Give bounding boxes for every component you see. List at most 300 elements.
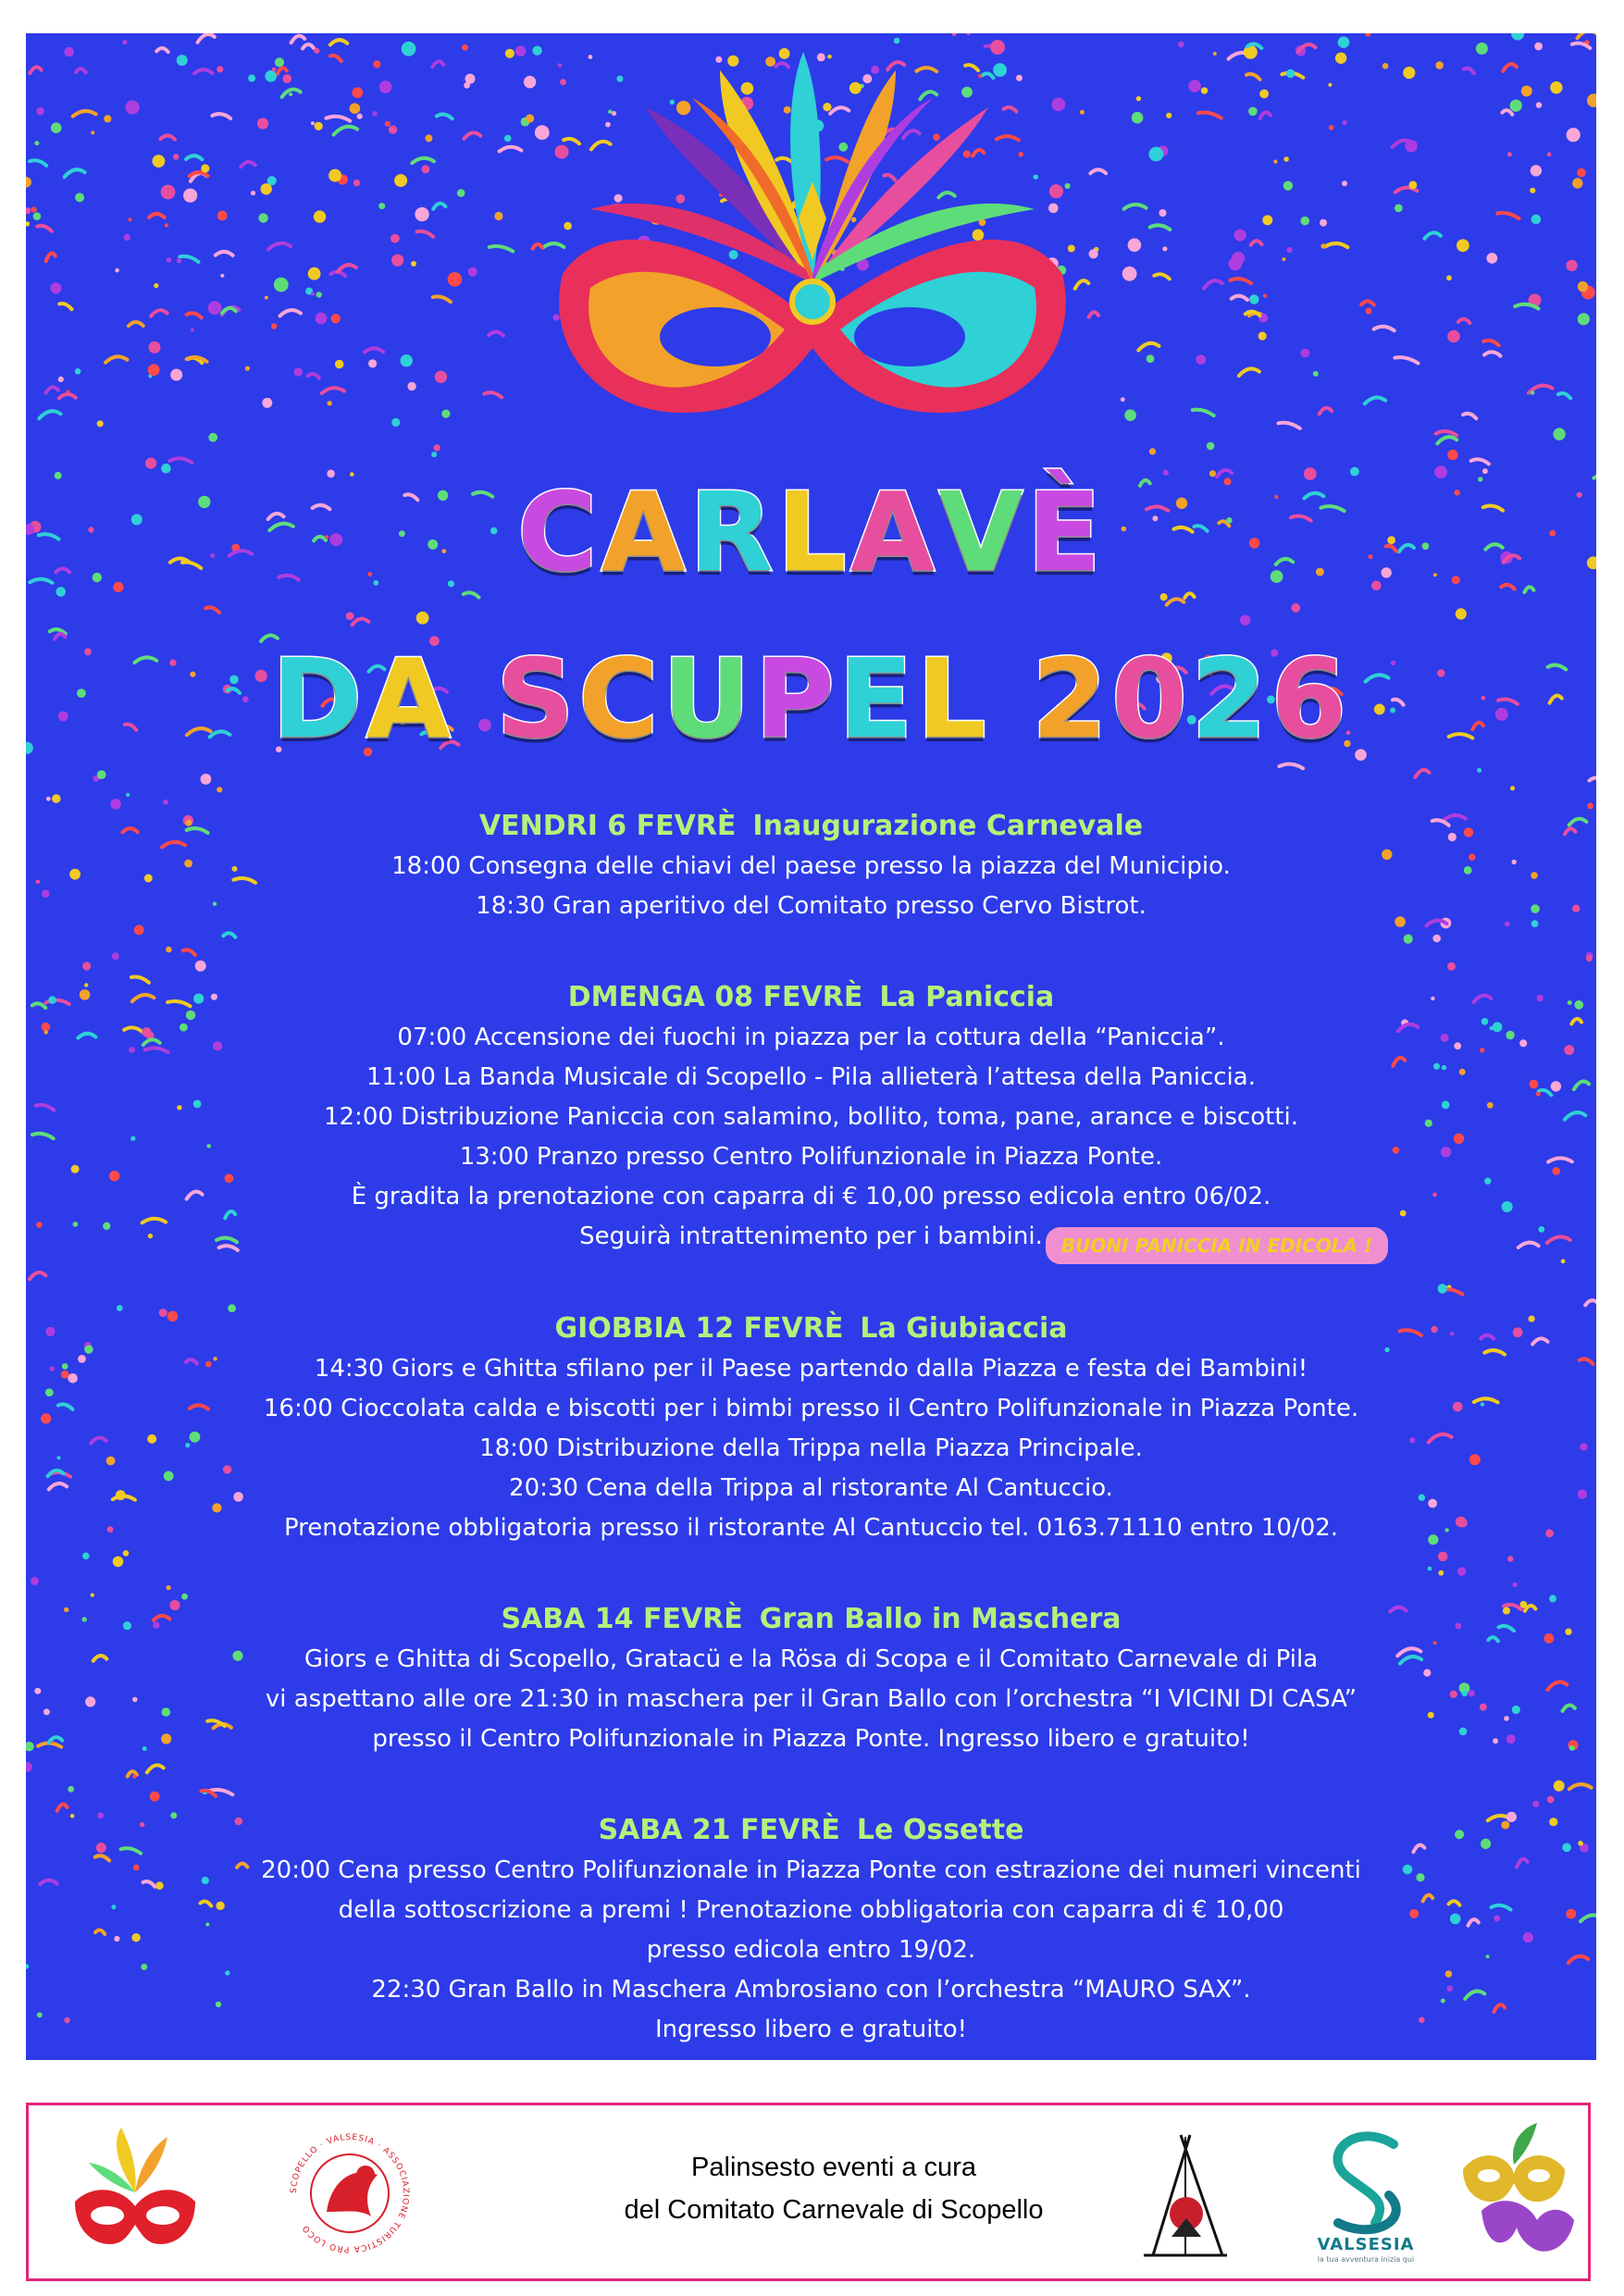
confetti-streamer	[30, 160, 46, 166]
confetti-dot	[1234, 230, 1246, 242]
confetti-dot	[75, 368, 81, 375]
confetti-dot	[208, 433, 217, 442]
confetti-dot	[316, 292, 322, 297]
confetti-dot	[1313, 371, 1319, 377]
valsesia-name: VALSESIA	[1317, 2235, 1415, 2254]
confetti-streamer	[291, 36, 305, 43]
confetti-dot	[1530, 188, 1535, 193]
confetti-streamer	[1260, 112, 1271, 118]
confetti-dot	[294, 367, 304, 377]
confetti-streamer	[1503, 64, 1517, 71]
confetti-dot	[163, 800, 168, 805]
confetti-streamer	[39, 411, 60, 418]
event-title: Le Ossette	[856, 1814, 1024, 1846]
confetti-streamer	[1246, 74, 1259, 80]
confetti-streamer	[1415, 770, 1429, 777]
confetti-dot	[1149, 147, 1164, 162]
confetti-dot	[113, 1557, 124, 1568]
event-title: La Paniccia	[879, 981, 1055, 1013]
confetti-dot	[373, 60, 380, 68]
confetti-dot	[441, 410, 450, 418]
confetti-dot	[315, 122, 323, 130]
confetti-dot	[1456, 608, 1467, 619]
confetti-dot	[58, 377, 64, 382]
confetti-streamer	[1193, 410, 1214, 416]
confetti-streamer	[187, 313, 202, 317]
confetti-dot	[1282, 257, 1285, 261]
confetti-dot	[165, 223, 168, 227]
confetti-dot	[314, 48, 319, 54]
event-line: Ingresso libero e gratuito!	[654, 2016, 968, 2043]
event-heading	[26, 1599, 1596, 1640]
title-letter: C	[578, 635, 663, 763]
confetti-dot	[1531, 165, 1542, 176]
confetti-dot	[124, 234, 130, 241]
confetti-streamer	[1138, 343, 1159, 351]
confetti-dot	[97, 420, 104, 427]
confetti-dot	[50, 282, 61, 293]
confetti-dot	[357, 114, 363, 119]
confetti-dot	[26, 1762, 32, 1772]
confetti-dot	[34, 141, 39, 145]
confetti-dot	[112, 952, 119, 960]
event-line: Seguirà intrattenimento per i bambini.	[579, 1222, 1043, 1250]
confetti-dot	[145, 458, 156, 469]
confetti-streamer	[1279, 423, 1300, 428]
title-letter: L	[916, 635, 990, 763]
confetti-dot	[26, 177, 31, 187]
confetti-dot	[68, 1786, 74, 1793]
confetti-streamer	[65, 169, 85, 177]
confetti-streamer	[1232, 296, 1247, 300]
event-title: Inaugurazione Carnevale	[752, 810, 1144, 842]
confetti-streamer	[223, 933, 235, 937]
confetti-streamer	[156, 48, 168, 52]
confetti-dot	[1486, 253, 1497, 264]
confetti-dot	[1586, 955, 1593, 962]
confetti-dot	[1507, 152, 1512, 156]
valsesia-logo	[1301, 2126, 1431, 2265]
confetti-dot	[46, 797, 51, 801]
confetti-dot	[1446, 275, 1452, 280]
confetti-dot	[1291, 603, 1300, 613]
confetti-dot	[329, 169, 341, 182]
confetti-dot	[1438, 1552, 1448, 1562]
confetti-streamer	[330, 56, 341, 61]
confetti-streamer	[1590, 778, 1597, 782]
confetti-streamer	[484, 392, 502, 397]
confetti-dot	[1329, 125, 1334, 130]
confetti-dot	[494, 212, 502, 220]
confetti-dot	[435, 371, 447, 383]
confetti-streamer	[105, 356, 127, 362]
confetti-dot	[217, 211, 228, 221]
confetti-dot	[1531, 215, 1542, 225]
confetti-streamer	[1251, 241, 1262, 244]
confetti-dot	[1521, 85, 1532, 96]
confetti-dot	[1578, 313, 1590, 325]
title-letter: È	[1026, 468, 1106, 596]
event-line: 18:00 Distribuzione della Trippa nella Piazza Principale.	[479, 1434, 1143, 1462]
confetti-dot	[434, 444, 440, 451]
title-letter: 0	[1110, 635, 1192, 763]
confetti-dot	[468, 267, 477, 277]
confetti-dot	[350, 103, 361, 114]
event-line: 22:30 Gran Ballo in Maschera Ambrosiano con l’orchestra “MAURO SAX”.	[371, 1976, 1251, 2004]
confetti-dot	[148, 364, 160, 376]
event-title: La Giubiaccia	[860, 1312, 1068, 1345]
event-day: DMENGA 08 FEVRÈ	[567, 981, 863, 1013]
confetti-dot	[379, 81, 392, 93]
confetti-dot	[1196, 354, 1206, 365]
event-line: presso edicola entro 19/02.	[646, 1936, 976, 1964]
confetti-dot	[201, 774, 212, 785]
confetti-streamer	[1395, 357, 1418, 363]
title-letter: E	[837, 635, 917, 763]
confetti-streamer	[330, 40, 347, 44]
carnival-mask-illustration	[507, 43, 1118, 431]
confetti-dot	[1395, 205, 1403, 213]
confetti-dot	[1121, 397, 1125, 402]
confetti-streamer	[46, 254, 56, 262]
confetti-streamer	[1198, 113, 1221, 118]
event-day: VENDRI 6 FEVRÈ	[478, 810, 737, 842]
confetti-streamer	[169, 458, 192, 463]
confetti-dot	[1262, 215, 1272, 225]
confetti-streamer	[1437, 437, 1457, 443]
confetti-streamer	[417, 231, 434, 237]
confetti-dot	[328, 401, 332, 405]
title-letter	[454, 635, 496, 763]
confetti-dot	[331, 314, 341, 323]
confetti-dot	[245, 366, 250, 371]
title-letter: U	[662, 635, 755, 763]
title-letter	[990, 635, 1032, 763]
confetti-dot	[378, 203, 385, 209]
confetti-streamer	[46, 387, 58, 392]
confetti-dot	[132, 1774, 137, 1779]
event-line: 11:00 La Banda Musicale di Scopello - Pila allieterà l’attesa della Paniccia.	[366, 1063, 1256, 1091]
confetti-dot	[391, 254, 403, 267]
confetti-dot	[126, 793, 130, 797]
confetti-dot	[75, 192, 84, 202]
confetti-streamer	[489, 332, 503, 336]
confetti-dot	[251, 191, 255, 195]
confetti-dot	[1122, 267, 1137, 281]
confetti-dot	[149, 341, 161, 354]
confetti-streamer	[1124, 205, 1147, 209]
confetti-streamer	[1231, 279, 1251, 283]
confetti-dot	[1547, 1796, 1555, 1804]
confetti-dot	[1403, 67, 1415, 79]
confetti-streamer	[412, 158, 434, 163]
event-day: GIOBBIA 12 FEVRÈ	[554, 1312, 844, 1345]
title-letter: C	[516, 468, 601, 596]
confetti-streamer	[353, 619, 369, 626]
confetti-dot	[126, 100, 140, 114]
title-letter: S	[496, 635, 579, 763]
confetti-dot	[407, 382, 415, 391]
confetti-dot	[1532, 1801, 1539, 1807]
confetti-dot	[104, 115, 111, 122]
confetti-dot	[272, 68, 277, 72]
confetti-dot	[394, 174, 407, 187]
valsesia-tagline: la tua avventura inizia qui	[1317, 2255, 1415, 2264]
confetti-dot	[1534, 43, 1543, 51]
confetti-streamer	[322, 388, 344, 393]
confetti-streamer	[1464, 68, 1474, 74]
confetti-dot	[311, 292, 315, 295]
confetti-dot	[173, 154, 180, 160]
confetti-dot	[1547, 153, 1552, 157]
confetti-dot	[1577, 168, 1586, 178]
confetti-streamer	[437, 114, 452, 118]
confetti-streamer	[433, 296, 451, 302]
event-line: 20:30 Cena della Trippa al ristorante Al Cantuccio.	[509, 1474, 1113, 1502]
confetti-dot	[1550, 81, 1562, 93]
confetti-dot	[1147, 354, 1155, 363]
confetti-dot	[217, 66, 223, 72]
event-line: 13:00 Pranzo presso Centro Polifunzionale in Piazza Ponte.	[459, 1143, 1163, 1171]
confetti-dot	[1382, 63, 1389, 69]
confetti-dot	[1553, 428, 1565, 440]
confetti-dot	[462, 44, 468, 51]
confetti-streamer	[1239, 368, 1259, 376]
confetti-dot	[1438, 1570, 1444, 1576]
confetti-streamer	[1483, 341, 1498, 345]
confetti-streamer	[37, 226, 52, 231]
confetti-dot	[391, 234, 400, 243]
confetti-dot	[33, 212, 42, 220]
confetti-dot	[1286, 247, 1292, 253]
event-line: 18:00 Consegna delle chiavi del paese presso la piazza del Municipio.	[391, 852, 1231, 880]
confetti-dot	[1435, 61, 1444, 69]
confetti-dot	[271, 323, 277, 329]
confetti-streamer	[59, 394, 76, 398]
confetti-dot	[31, 1577, 39, 1585]
confetti-dot	[1554, 1781, 1565, 1792]
confetti-dot	[391, 418, 400, 427]
event-dmenga	[26, 977, 1596, 1257]
confetti-dot	[352, 87, 363, 98]
confetti-streamer	[183, 949, 195, 955]
confetti-dot	[1188, 80, 1201, 93]
confetti-dot	[372, 111, 377, 116]
confetti-dot	[1283, 181, 1293, 191]
confetti-dot	[166, 947, 172, 953]
confetti-streamer	[303, 44, 314, 49]
confetti-dot	[274, 278, 289, 292]
footer-caption	[538, 2146, 1130, 2231]
confetti-streamer	[222, 308, 236, 314]
event-saba-14	[26, 1599, 1596, 1759]
confetti-dot	[1477, 768, 1481, 773]
confetti-dot	[1149, 448, 1156, 454]
confetti-dot	[1159, 209, 1166, 217]
confetti-streamer	[129, 322, 143, 326]
confetti-dot	[448, 272, 463, 287]
confetti-streamer	[1361, 301, 1374, 304]
confetti-dot	[1273, 160, 1277, 164]
confetti-dot	[1447, 450, 1457, 460]
confetti-dot	[1258, 332, 1267, 341]
confetti-dot	[177, 258, 182, 264]
confetti-dot	[1409, 181, 1418, 190]
event-line: 07:00 Accensione dei fuochi in piazza per la cottura della “Paniccia”.	[397, 1024, 1225, 1051]
confetti-streamer	[268, 243, 291, 250]
confetti-dot	[161, 185, 176, 200]
confetti-dot	[1207, 442, 1215, 451]
confetti-dot	[1259, 90, 1269, 99]
confetti-streamer	[1497, 213, 1519, 218]
confetti-streamer	[1578, 33, 1597, 38]
confetti-dot	[150, 1792, 160, 1802]
confetti-dot	[1566, 260, 1577, 271]
confetti-dot	[1512, 1582, 1518, 1588]
confetti-dot	[91, 1594, 94, 1597]
confetti-dot	[115, 268, 119, 273]
confetti-dot	[191, 328, 194, 331]
event-line: della sottoscrizione a premi ! Prenotazione obbligatoria con caparra di € 10,00	[338, 1896, 1284, 1924]
confetti-dot	[1531, 391, 1535, 395]
event-day: SABA 21 FEVRÈ	[598, 1814, 840, 1846]
event-line: 20:00 Cena presso Centro Polifunzionale in Piazza Ponte con estrazione dei numeri vincenti	[261, 1856, 1361, 1884]
title-letter: V	[938, 468, 1027, 596]
confetti-streamer	[1502, 110, 1512, 115]
confetti-dot	[1240, 615, 1250, 626]
confetti-streamer	[1425, 232, 1441, 238]
confetti-dot	[170, 369, 182, 381]
confetti-dot	[1300, 217, 1309, 226]
confetti-dot	[1286, 69, 1295, 78]
confetti-dot	[1457, 239, 1469, 252]
confetti-dot	[1342, 120, 1346, 125]
confetti-streamer	[433, 204, 445, 209]
confetti-streamer	[1471, 459, 1489, 464]
confetti-dot	[122, 40, 127, 44]
confetti-dot	[1328, 83, 1332, 87]
confetti-dot	[167, 257, 172, 263]
confetti-dot	[1432, 935, 1441, 943]
confetti-dot	[275, 57, 284, 67]
confetti-dot	[415, 207, 428, 221]
confetti-dot	[1511, 33, 1524, 41]
confetti-dot	[389, 125, 397, 133]
masquerade-mask-logo	[1444, 2118, 1583, 2266]
confetti-dot	[1320, 219, 1327, 227]
poster	[26, 33, 1596, 2060]
event-vendri	[26, 806, 1596, 926]
confetti-streamer	[334, 127, 358, 135]
confetti-dot	[1438, 1284, 1447, 1293]
confetti-dot	[1263, 294, 1267, 298]
confetti-dot	[1578, 281, 1588, 292]
proloco-logo-text: SCOPELLO · VALSESIA · ASSOCIAZIONE TURISTICA PRO LOCO	[289, 2132, 411, 2254]
title-letter: D	[271, 635, 366, 763]
confetti-streamer	[1279, 764, 1303, 769]
confetti-dot	[217, 787, 222, 792]
confetti-streamer	[149, 214, 165, 217]
confetti-dot	[52, 794, 61, 803]
footer	[26, 2103, 1591, 2281]
confetti-streamer	[198, 34, 215, 43]
confetti-streamer	[59, 304, 71, 309]
event-line: 12:00 Distribuzione Paniccia con salamino, bollito, toma, pane, arance e biscotti.	[323, 1103, 1299, 1131]
event-heading	[26, 1309, 1596, 1349]
confetti-dot	[316, 313, 328, 325]
confetti-streamer	[241, 162, 255, 167]
title-letter: A	[849, 468, 939, 596]
confetti-streamer	[1325, 243, 1347, 247]
title-carlave	[26, 468, 1596, 596]
confetti-dot	[265, 296, 268, 300]
confetti-streamer	[1569, 1784, 1592, 1789]
confetti-streamer	[73, 111, 96, 117]
confetti-dot	[353, 180, 360, 186]
confetti-dot	[282, 74, 291, 83]
event-title: Gran Ballo in Maschera	[759, 1603, 1122, 1635]
title-letter: A	[601, 468, 689, 596]
confetti-dot	[1283, 156, 1289, 162]
event-line: È gradita la prenotazione con caparra di € 10,00 presso edicola entro 06/02.	[351, 1183, 1271, 1210]
confetti-dot	[402, 42, 416, 56]
confetti-streamer	[160, 136, 175, 140]
title-letter: P	[754, 635, 838, 763]
confetti-dot	[1213, 52, 1217, 56]
event-heading	[26, 1810, 1596, 1851]
title-letter: 2	[1031, 635, 1111, 763]
confetti-streamer	[1374, 327, 1395, 330]
tepee-logo	[1134, 2126, 1236, 2265]
confetti-dot	[1476, 43, 1488, 55]
event-saba-21	[26, 1810, 1596, 2050]
title-letter: 6	[1271, 635, 1351, 763]
confetti-streamer	[1167, 599, 1184, 604]
confetti-dot	[421, 165, 429, 173]
event-line: Giors e Ghitta di Scopello, Gratacü e la Rösa di Scopa e il Comitato Carnevale di Pila	[304, 1645, 1319, 1673]
confetti-dot	[1201, 87, 1208, 93]
confetti-streamer	[1150, 225, 1171, 230]
confetti-dot	[1457, 1567, 1467, 1576]
confetti-streamer	[326, 117, 350, 121]
confetti-streamer	[278, 68, 287, 74]
confetti-dot	[1320, 243, 1326, 249]
confetti-dot	[31, 207, 37, 213]
confetti-streamer	[1204, 280, 1222, 288]
confetti-dot	[1229, 257, 1243, 271]
confetti-dot	[128, 217, 131, 221]
confetti-streamer	[1154, 274, 1170, 279]
confetti-streamer	[147, 1765, 164, 1772]
confetti-dot	[134, 925, 144, 936]
confetti-dot	[416, 612, 429, 625]
carnival-mask-logo	[66, 2128, 205, 2257]
confetti-streamer	[1320, 408, 1332, 415]
confetti-dot	[1507, 1556, 1513, 1561]
confetti-streamer	[1458, 319, 1470, 323]
confetti-streamer	[186, 155, 202, 159]
confetti-dot	[97, 770, 106, 779]
event-heading	[26, 806, 1596, 847]
confetti-dot	[289, 93, 292, 96]
confetti-dot	[36, 107, 44, 116]
confetti-dot	[1365, 33, 1370, 37]
confetti-streamer	[194, 69, 213, 73]
confetti-streamer	[465, 132, 481, 139]
confetti-dot	[1162, 246, 1167, 251]
event-line: presso il Centro Polifunzionale in Piazza Ponte. Ingresso libero e gratuito!	[372, 1725, 1250, 1753]
confetti-streamer	[308, 374, 319, 379]
